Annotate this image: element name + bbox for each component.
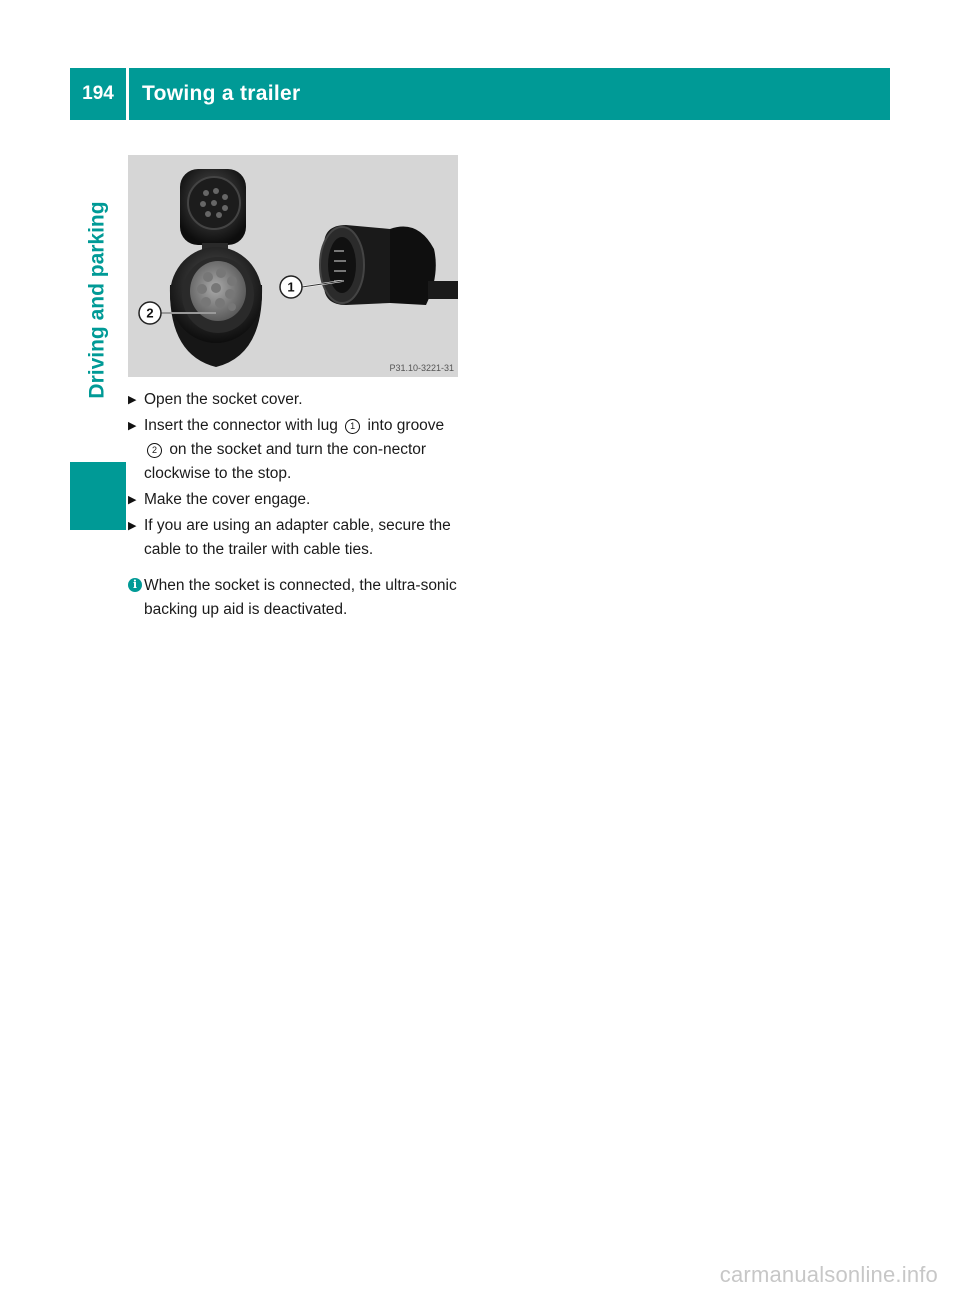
side-tab	[70, 130, 126, 470]
step-engage-cover	[128, 488, 468, 512]
page-number: 194	[82, 83, 114, 104]
side-tab-label: Driving and parking	[86, 201, 110, 399]
callout-2-ref: 2	[147, 443, 162, 458]
arrow-right-icon: ▶	[128, 420, 137, 432]
step-text: Open the socket cover.	[144, 391, 303, 408]
step-text: If you are using an adapter cable, secure the cable to the trailer with cable ties.	[144, 517, 451, 558]
step-text: Make the cover engage.	[144, 491, 311, 508]
header-divider	[126, 68, 129, 128]
socket-figure	[128, 155, 458, 377]
step-text: into groove	[367, 417, 445, 434]
section-title: Towing a trailer	[142, 82, 301, 105]
side-tab-block	[70, 462, 126, 530]
step-insert-connector	[128, 414, 468, 486]
arrow-right-icon: ▶	[128, 520, 137, 532]
info-icon: i	[128, 578, 142, 592]
callout-2-label: 2	[146, 305, 154, 321]
step-text: Insert the connector with lug	[144, 417, 338, 434]
callout-1-label: 1	[287, 279, 295, 295]
instructions	[128, 388, 468, 622]
info-note	[128, 574, 468, 622]
arrow-right-icon: ▶	[128, 494, 137, 506]
watermark: carmanualsonline.info	[719, 1262, 938, 1287]
socket-illustration	[128, 155, 458, 377]
callout-1-ref: 1	[345, 419, 360, 434]
step-adapter-cable	[128, 514, 468, 562]
step-open-cover	[128, 388, 468, 412]
step-text: on the socket and turn the con-nector clockwise to the stop.	[144, 441, 427, 482]
arrow-right-icon: ▶	[128, 394, 137, 406]
note-text: When the socket is connected, the ultra-sonic backing up aid is deactivated.	[144, 577, 457, 618]
figure-code: P31.10-3221-31	[389, 363, 454, 373]
